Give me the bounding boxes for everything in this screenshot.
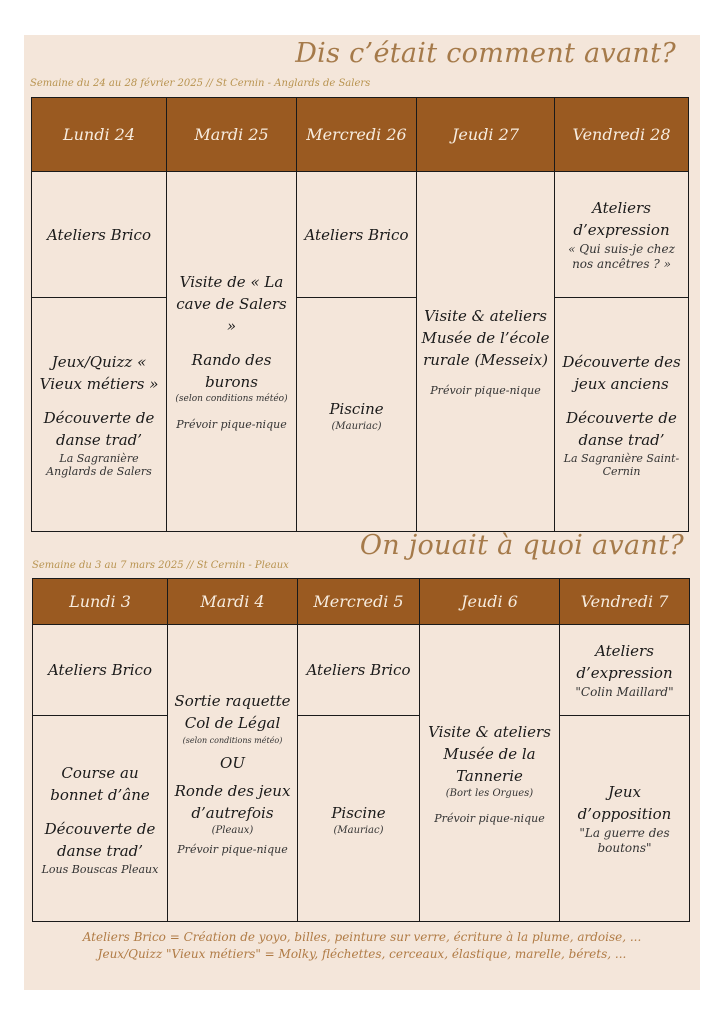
activity-note: Prévoir pique-nique [176, 418, 287, 431]
activity-note: (Pleaux) [211, 824, 254, 836]
day-header: Jeudi 6 [420, 579, 560, 625]
activity-note: « Qui suis-je chez nos ancêtres ? » [568, 242, 675, 271]
activity-note: Prévoir pique-nique [177, 842, 288, 856]
day-header: Vendredi 7 [560, 579, 690, 625]
week2-schedule-table [32, 578, 690, 922]
day-header: Mardi 4 [168, 579, 298, 625]
activity-text: Ateliers d’expression [576, 642, 673, 682]
activity-note: La Sagranière Saint-Cernin [563, 452, 680, 478]
activity-text: Ateliers Brico [306, 661, 411, 679]
activity-cell [560, 625, 690, 716]
day-header: Jeudi 27 [417, 98, 555, 172]
activity-cell [555, 172, 689, 298]
activity-cell [32, 172, 167, 298]
week1-title: Dis c’était comment avant? [295, 38, 676, 69]
activity-text: Sortie raquette Col de Légal [174, 691, 291, 732]
activity-note: "La guerre des boutons" [579, 826, 670, 855]
activity-text: Rando des burons [191, 351, 272, 391]
activity-text: Course au bonnet d’âne [50, 763, 150, 804]
activity-cell [298, 716, 420, 922]
week1-schedule-table [31, 97, 689, 532]
activity-text: Visite & ateliers Musée de l’école rurale (Messeix) [421, 307, 550, 369]
activity-text: Découverte des jeux anciens [562, 353, 681, 393]
activity-cell [33, 625, 168, 716]
activity-note: (Mauriac) [333, 824, 384, 836]
activity-text: Visite de « La cave de Salers » [176, 273, 287, 335]
activity-cell [297, 172, 417, 298]
footer-line: Ateliers Brico = Création de yoyo, billes, peinture sur verre, écriture à la plume, ardoise, ... [82, 930, 642, 944]
activity-note: Lous Bouscas Pleaux [41, 862, 159, 876]
week1-subtitle: Semaine du 24 au 28 février 2025 // St Cernin - Anglards de Salers [30, 78, 371, 89]
activity-cell [32, 298, 167, 532]
activity-note: Prévoir pique-nique [430, 384, 541, 397]
activity-note: (selon conditions météo) [182, 735, 283, 745]
day-header: Lundi 24 [32, 98, 167, 172]
activity-text: Découverte de danse trad’ [43, 409, 155, 449]
day-header: Lundi 3 [33, 579, 168, 625]
day-header: Mardi 25 [167, 98, 297, 172]
activity-note: La Sagranière Anglards de Salers [46, 452, 152, 478]
activity-cell [33, 716, 168, 922]
footer-note [24, 929, 700, 963]
activity-text: Jeux/Quizz « Vieux métiers » [39, 353, 159, 393]
activity-text: Piscine [331, 803, 386, 822]
activity-text: Ateliers Brico [304, 225, 409, 244]
activity-text: OU [220, 753, 245, 772]
activity-text: Visite & ateliers Musée de la Tannerie [428, 722, 551, 785]
day-header: Vendredi 28 [555, 98, 689, 172]
week2-subtitle: Semaine du 3 au 7 mars 2025 // St Cernin - Pleaux [32, 560, 289, 571]
activity-text: Ronde des jeux d’autrefois [174, 781, 291, 822]
activity-text: Piscine [329, 399, 384, 418]
activity-cell [167, 172, 297, 532]
activity-text: Ateliers d’expression [573, 199, 670, 239]
activity-note: (Mauriac) [331, 420, 382, 432]
activity-text: Découverte de danse trad’ [44, 819, 156, 860]
activity-note: "Colin Maillard" [575, 685, 674, 699]
day-header: Mercredi 5 [298, 579, 420, 625]
activity-cell [555, 298, 689, 532]
week2-title: On jouait à quoi avant? [359, 530, 684, 561]
day-header: Mercredi 26 [297, 98, 417, 172]
activity-cell [420, 625, 560, 922]
activity-cell [168, 625, 298, 922]
activity-note: (Bort les Orgues) [445, 787, 534, 799]
activity-text: Ateliers Brico [47, 661, 152, 679]
footer-line: Jeux/Quizz "Vieux métiers" = Molky, fléchettes, cerceaux, élastique, marelle, bérets, ... [97, 947, 627, 961]
activity-text: Découverte de danse trad’ [566, 409, 677, 449]
activity-note: (selon conditions météo) [175, 394, 288, 404]
activity-text: Ateliers Brico [46, 225, 151, 244]
activity-cell [298, 625, 420, 716]
activity-cell [297, 298, 417, 532]
activity-cell [560, 716, 690, 922]
activity-cell [417, 172, 555, 532]
activity-text: Jeux d’opposition [577, 783, 672, 823]
activity-note: Prévoir pique-nique [434, 811, 545, 825]
